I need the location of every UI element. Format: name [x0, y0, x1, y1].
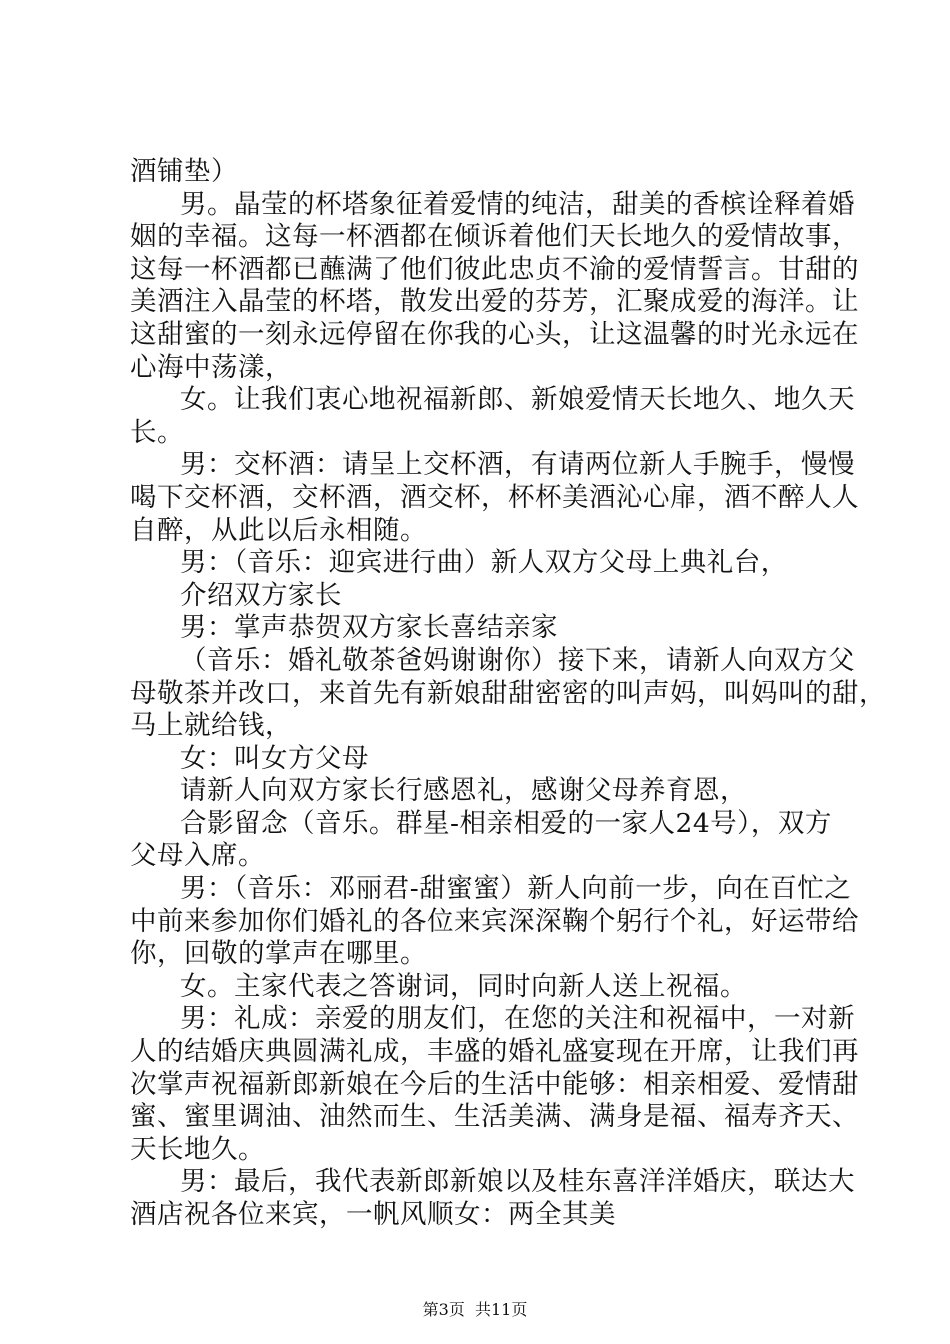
text-line: 喝下交杯酒，交杯酒，酒交杯，杯杯美酒沁心扉，酒不醉人人 [130, 482, 859, 513]
text-line: 自醉，从此以后永相随。 [130, 515, 427, 546]
text-line: 男：交杯酒：请呈上交杯酒，有请两位新人手腕手，慢慢 [180, 449, 855, 480]
text-line: 长。 [130, 417, 184, 448]
text-line: 女：叫女方父母 [180, 743, 369, 774]
text-line: 酒铺垫） [130, 156, 238, 187]
text-line: 母敬茶并改口，来首先有新娘甜甜密密的叫声妈，叫妈叫的甜， [130, 678, 886, 709]
text-line: 马上就给钱， [130, 710, 292, 741]
text-line: （音乐：婚礼敬茶爸妈谢谢你）接下来，请新人向双方父 [180, 645, 855, 676]
text-line: 介绍双方家长 [180, 580, 342, 611]
text-line: 父母入席。 [130, 840, 265, 871]
text-line: 蜜、蜜里调油、油然而生、生活美满、满身是福、福寿齐天、 [130, 1101, 859, 1132]
text-line: 这每一杯酒都已蘸满了他们彼此忠贞不渝的爱情誓言。甘甜的 [130, 254, 859, 285]
text-line: 中前来参加你们婚礼的各位来宾深深鞠个躬行个礼，好运带给 [130, 906, 859, 937]
text-line: 姻的幸福。这每一杯酒都在倾诉着他们天长地久的爱情故事， [130, 221, 859, 252]
text-line: 女。主家代表之答谢词，同时向新人送上祝福。 [180, 971, 747, 1002]
text-line: 男：最后，我代表新郎新娘以及桂东喜洋洋婚庆，联达大 [180, 1166, 855, 1197]
text-line: 请新人向双方家长行感恩礼，感谢父母养育恩， [180, 775, 747, 806]
text-line: 合影留念（音乐。群星-相亲相爱的一家人24号），双方 [180, 808, 832, 839]
text-line: 男：（音乐：迎宾进行曲）新人双方父母上典礼台， [180, 547, 788, 578]
text-line: 美酒注入晶莹的杯塔，散发出爱的芬芳，汇聚成爱的海洋。让 [130, 286, 859, 317]
text-line: 男：礼成：亲爱的朋友们，在您的关注和祝福中，一对新 [180, 1003, 855, 1034]
text-line: 次掌声祝福新郎新娘在今后的生活中能够：相亲相爱、爱情甜 [130, 1069, 859, 1100]
text-line: 男：掌声恭贺双方家长喜结亲家 [180, 612, 558, 643]
text-line: 天长地久。 [130, 1134, 265, 1165]
page-footer: 第3页 共11页 [422, 1300, 528, 1319]
text-line: 这甜蜜的一刻永远停留在你我的心头，让这温馨的时光永远在 [130, 319, 859, 350]
text-line: 男：（音乐：邓丽君-甜蜜蜜）新人向前一步，向在百忙之 [180, 873, 852, 904]
text-line: 女。让我们衷心地祝福新郎、新娘爱情天长地久、地久天 [180, 384, 855, 415]
text-line: 男。晶莹的杯塔象征着爱情的纯洁，甜美的香槟诠释着婚 [180, 189, 855, 220]
text-line: 酒店祝各位来宾，一帆风顺女：两全其美 [130, 1199, 616, 1230]
text-line: 你，回敬的掌声在哪里。 [130, 938, 427, 969]
text-line: 心海中荡漾， [130, 352, 292, 383]
text-line: 人的结婚庆典圆满礼成，丰盛的婚礼盛宴现在开席，让我们再 [130, 1036, 859, 1067]
